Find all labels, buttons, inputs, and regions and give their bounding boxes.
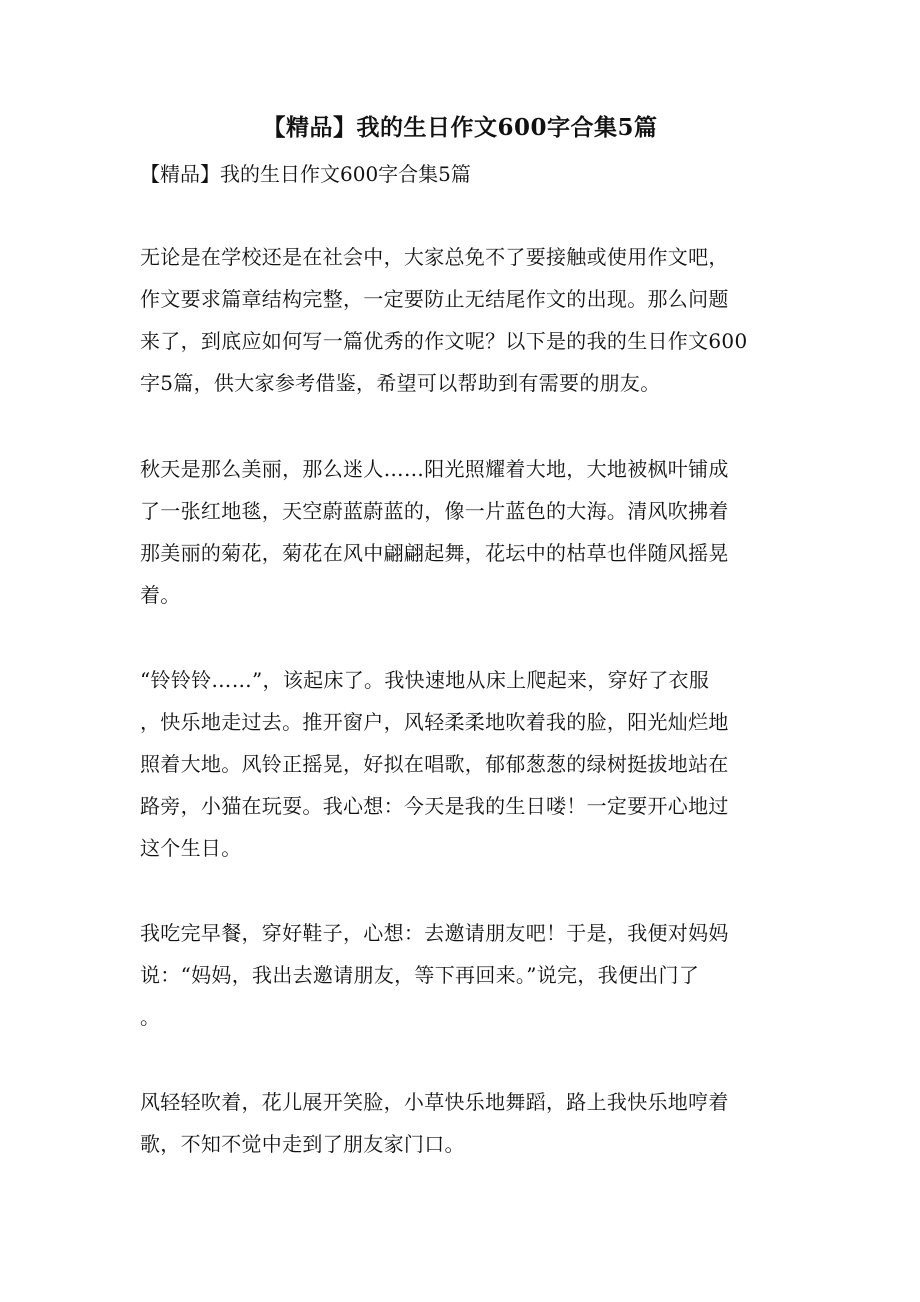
paragraph-morning [140,659,790,869]
paragraph-line: 风轻轻吹着，花儿展开笑脸，小草快乐地舞蹈，路上我快乐地哼着 [140,1090,729,1114]
document-subtitle: 【精品】我的生日作文600字合集5篇 [140,162,471,186]
paragraph-line: 无论是在学校还是在社会中，大家总免不了要接触或使用作文吧， [140,245,729,269]
paragraph-walk [140,1081,790,1165]
paragraph-line: 这个生日。 [140,836,242,860]
paragraph-line: 。 [140,1005,161,1029]
paragraph-line: 字5篇，供大家参考借鉴，希望可以帮助到有需要的朋友。 [140,371,661,395]
paragraph-line: 照着大地。风铃正摇晃，好拟在唱歌，郁郁葱葱的绿树挺拔地站在 [140,752,729,776]
paragraph-line: 作文要求篇章结构完整，一定要防止无结尾作文的出现。那么问题 [140,287,729,311]
paragraph-line: 秋天是那么美丽，那么迷人……阳光照耀着大地，大地被枫叶铺成 [140,457,729,481]
paragraph-line: 我吃完早餐，穿好鞋子，心想：去邀请朋友吧！于是，我便对妈妈 [140,921,729,945]
document-title: 【精品】我的生日作文600字合集5篇 [262,114,658,141]
paragraph-line: 了一张红地毯，天空蔚蓝蔚蓝的，像一片蓝色的大海。清风吹拂着 [140,499,729,523]
paragraph-line: 来了，到底应如何写一篇优秀的作文呢？以下是的我的生日作文600 [140,329,748,353]
paragraph-line: 歌，不知不觉中走到了朋友家门口。 [140,1132,465,1156]
paragraph-line: “铃铃铃……”，该起床了。我快速地从床上爬起来，穿好了衣服 [140,668,710,692]
paragraph-breakfast [140,912,790,1038]
paragraph-autumn [140,448,790,616]
paragraph-line: ，快乐地走过去。推开窗户，风轻柔柔地吹着我的脸，阳光灿烂地 [140,710,729,734]
paragraph-line: 着。 [140,583,181,607]
paragraph-intro [140,236,790,404]
paragraph-line: 路旁，小猫在玩耍。我心想：今天是我的生日喽！一定要开心地过 [140,794,729,818]
paragraph-line: 那美丽的菊花，菊花在风中翩翩起舞，花坛中的枯草也伴随风摇晃 [140,541,729,565]
paragraph-line: 说：“妈妈，我出去邀请朋友，等下再回来。”说完，我便出门了 [140,963,700,987]
